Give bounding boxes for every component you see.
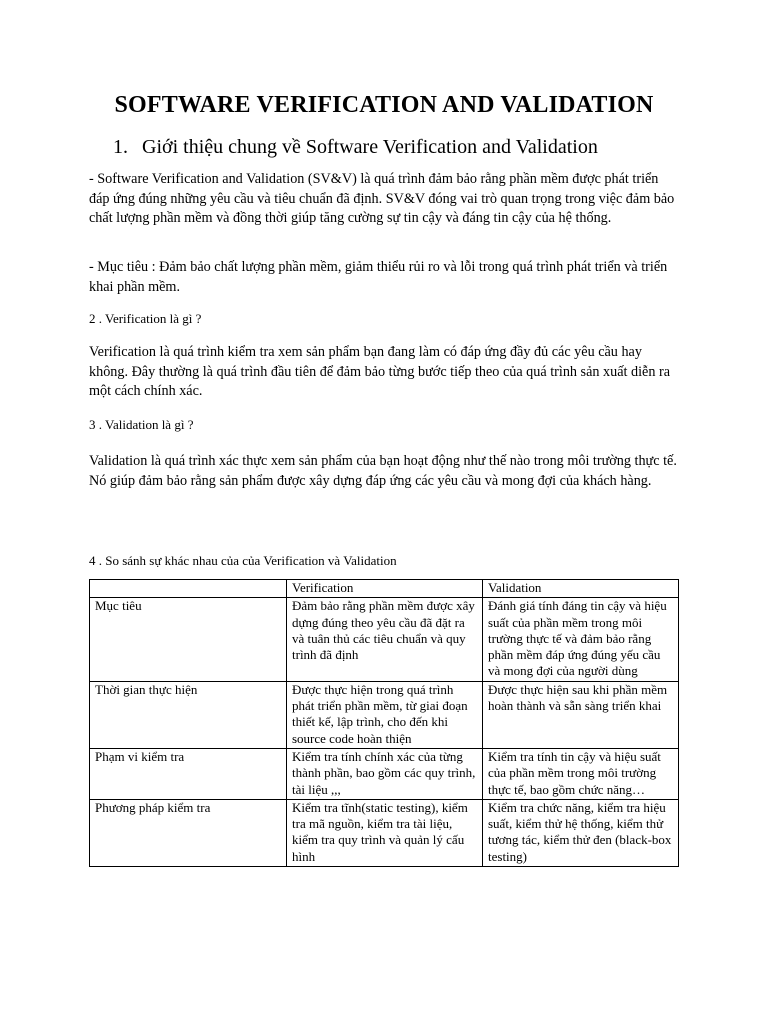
table-cell: Kiểm tra tĩnh(static testing), kiểm tra mã nguồn, kiểm tra tài liệu, kiểm tra quy trình và quản lý cấu hình bbox=[287, 799, 483, 866]
validation-paragraph: Validation là quá trình xác thực xem sản phẩm của bạn hoạt động như thế nào trong môi trường thực tế. Nó giúp đảm bảo rằng sản phẩm được xây dựng đáp ứng các yêu cầu và mong đợi của khách hàng. bbox=[89, 453, 677, 489]
table-cell: Đảm bảo rằng phần mềm được xây dựng đúng theo yêu cầu đã đặt ra và tuân thủ các tiêu chuẩn và quy trình đã định bbox=[287, 598, 483, 681]
intro-paragraph: - Software Verification and Validation (SV&V) là quá trình đảm bảo rằng phần mềm được phát triển đáp ứng đúng những yêu cầu và tiêu chuẩn đã định. SV&V đóng vai trò quan trọng trong việc đảm bảo chất lượng phần mềm và đồng thời giúp tăng cường sự tin cậy và đáng tin cậy của hệ thống. bbox=[89, 171, 675, 226]
section-1-number: 1. bbox=[113, 136, 128, 158]
comparison-table bbox=[89, 579, 679, 867]
table-cell: Phương pháp kiểm tra bbox=[90, 799, 287, 866]
table-cell: Thời gian thực hiện bbox=[90, 681, 287, 748]
table-row bbox=[90, 748, 679, 799]
table-cell: Mục tiêu bbox=[90, 598, 287, 681]
table-cell: Được thực hiện sau khi phần mềm hoàn thành và sẵn sàng triển khai bbox=[483, 681, 679, 748]
verification-paragraph: Verification là quá trình kiểm tra xem sản phẩm bạn đang làm có đáp ứng đầy đủ các yêu cầu hay không. Đây thường là quá trình đầu tiên để đảm bảo từng bước tiếp theo của quá trình sản xuất diễn ra một cách chính xác. bbox=[89, 344, 670, 399]
table-row bbox=[90, 799, 679, 866]
section-1-heading bbox=[113, 136, 598, 159]
table-cell: Kiểm tra tính tin cậy và hiệu suất của phần mềm trong môi trường thực tế, bao gồm chức năng… bbox=[483, 748, 679, 799]
table-cell: Kiểm tra chức năng, kiểm tra hiệu suất, kiểm thử hệ thống, kiểm thử tương tác, kiểm thử đen (black-box testing) bbox=[483, 799, 679, 866]
section-1-heading-text: Giới thiệu chung về Software Verification and Validation bbox=[142, 136, 598, 158]
table-cell: Được thực hiện trong quá trình phát triển phần mềm, từ giai đoạn thiết kế, lập trình, cho đến khi source code hoàn thiện bbox=[287, 681, 483, 748]
section-4-heading: 4 . So sánh sự khác nhau của của Verification và Validation bbox=[89, 553, 397, 568]
table-row bbox=[90, 598, 679, 681]
objective-paragraph: - Mục tiêu : Đảm bảo chất lượng phần mềm, giảm thiểu rủi ro và lỗi trong quá trình phát triển và triển khai phần mềm. bbox=[89, 259, 668, 295]
table-cell: Kiểm tra tính chính xác của từng thành phần, bao gồm các quy trình, tài liệu ,,, bbox=[287, 748, 483, 799]
document-title: SOFTWARE VERIFICATION AND VALIDATION bbox=[114, 92, 654, 118]
table-header-cell bbox=[90, 580, 287, 598]
table-cell: Phạm vi kiểm tra bbox=[90, 748, 287, 799]
table-header-row bbox=[90, 580, 679, 598]
table-cell: Đánh giá tính đáng tin cậy và hiệu suất của phần mềm trong môi trường thực tế và đảm bảo rằng phần mềm đáp ứng đúng yếu cầu và mong đợi của người dùng bbox=[483, 598, 679, 681]
table-header-cell: Validation bbox=[483, 580, 679, 598]
table-row bbox=[90, 681, 679, 748]
section-2-heading: 2 . Verification là gì ? bbox=[89, 311, 202, 326]
table-header-cell: Verification bbox=[287, 580, 483, 598]
section-3-heading: 3 . Validation là gì ? bbox=[89, 417, 194, 432]
